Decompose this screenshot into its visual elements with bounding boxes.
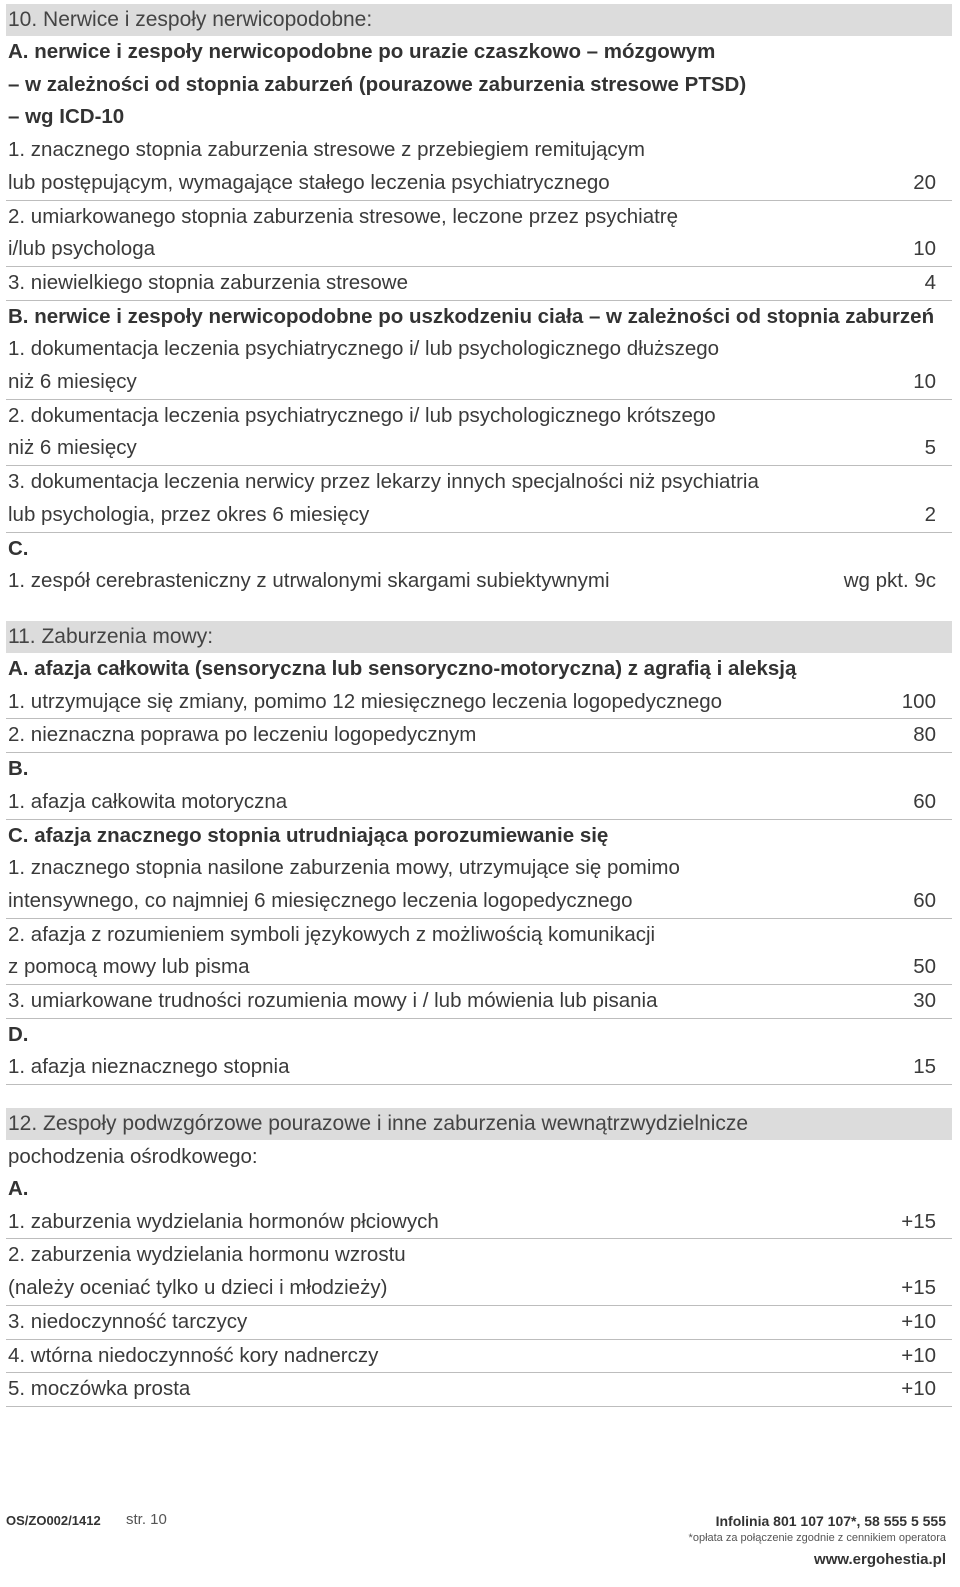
item-text-line: 1. dokumentacja leczenia psychiatrycznego i/ lub psychologicznego dłuższego — [8, 337, 720, 361]
item-value: 10 — [913, 237, 936, 261]
item-text — [8, 565, 952, 598]
item-text-line: niż 6 miesięcy — [8, 370, 137, 394]
list-item — [6, 686, 952, 720]
item-value: 60 — [913, 888, 936, 912]
list-item — [6, 533, 952, 566]
section-10-rows — [6, 36, 952, 598]
item-value: +15 — [901, 1209, 936, 1233]
item-value: 50 — [913, 955, 936, 979]
page-footer — [0, 1505, 960, 1587]
item-text-line: B. nerwice i zespoły nerwicopodobne po uszkodzeniu ciała – w zależności od stopnia zaburzeń — [8, 304, 935, 328]
list-item — [6, 1173, 952, 1206]
section-10-title: 10. Nerwice i zespoły nerwicopodobne: — [6, 4, 952, 36]
item-text — [8, 400, 952, 465]
section-12 — [6, 1108, 952, 1407]
document-code: OS/ZO002/1412 — [6, 1513, 101, 1528]
list-item — [6, 985, 952, 1019]
item-text — [8, 1239, 952, 1304]
item-text-line: intensywnego, co najmniej 6 miesięcznego leczenia logopedycznego — [8, 888, 633, 912]
section-10 — [6, 4, 952, 598]
item-text-line: A. nerwice i zespoły nerwicopodobne po urazie czaszkowo – mózgowym — [8, 40, 716, 63]
list-item — [6, 1306, 952, 1340]
item-value: 15 — [913, 1055, 936, 1079]
item-value: 2 — [924, 502, 936, 526]
list-item — [6, 1051, 952, 1085]
item-text-line: lub psychologia, przez okres 6 miesięcy — [8, 502, 370, 526]
item-value: 30 — [913, 989, 936, 1013]
list-item — [6, 400, 952, 466]
hotline-info: Infolinia 801 107 107*, 58 555 5 555 — [715, 1513, 946, 1529]
item-text-line: 3. umiarkowane trudności rozumienia mowy i / lub mówienia lub pisania — [8, 989, 658, 1013]
list-item — [6, 267, 952, 301]
item-text — [8, 1340, 952, 1373]
item-value: +10 — [901, 1309, 936, 1333]
item-text-line: z pomocą mowy lub pisma — [8, 955, 250, 979]
item-text-line: C. afazja znacznego stopnia utrudniająca porozumiewanie się — [8, 823, 609, 847]
item-value: 5 — [924, 436, 936, 460]
section-11-title: 11. Zaburzenia mowy: — [6, 621, 952, 653]
item-text-line: 4. wtórna niedoczynność kory nadnerczy — [8, 1343, 379, 1367]
item-value: +10 — [901, 1343, 936, 1367]
item-text — [8, 36, 952, 134]
item-text-line: 1. zespół cerebrasteniczny z utrwalonymi skargami subiektywnymi — [8, 569, 610, 593]
item-text — [8, 686, 952, 719]
list-item — [6, 201, 952, 267]
item-text-line: 1. afazja nieznacznego stopnia — [8, 1055, 290, 1079]
list-item — [6, 786, 952, 820]
item-text — [8, 201, 952, 266]
item-text-line: 3. niedoczynność tarczycy — [8, 1309, 248, 1333]
item-text — [8, 1306, 952, 1339]
list-item — [6, 719, 952, 753]
item-value: wg pkt. 9c — [843, 569, 936, 593]
item-text-line: 2. nieznaczna poprawa po leczeniu logopedycznym — [8, 723, 477, 747]
item-text — [8, 1173, 952, 1206]
item-value: 80 — [913, 723, 936, 747]
item-text-line: niż 6 miesięcy — [8, 436, 137, 460]
list-item — [6, 753, 952, 786]
item-text-line: 1. znacznego stopnia nasilone zaburzenia mowy, utrzymujące się pomimo — [8, 856, 680, 880]
item-text — [8, 1051, 952, 1084]
item-text-line: 5. moczówka prosta — [8, 1377, 191, 1401]
item-text-line: 3. niewielkiego stopnia zaburzenia stresowe — [8, 270, 408, 294]
item-text — [8, 653, 952, 686]
item-text — [8, 985, 952, 1018]
hotline-note: *opłata za połączenie zgodnie z cennikiem operatora — [688, 1532, 946, 1544]
website-link[interactable]: www.ergohestia.pl — [814, 1551, 946, 1568]
item-text-line: D. — [8, 1022, 29, 1046]
section-12-rows — [6, 1173, 952, 1407]
list-item — [6, 919, 952, 985]
item-value: 4 — [924, 270, 936, 294]
list-item — [6, 466, 952, 532]
list-item — [6, 653, 952, 686]
section-11-rows — [6, 653, 952, 1085]
item-value: 60 — [913, 789, 936, 813]
item-text-line: – w zależności od stopnia zaburzeń (pourazowe zaburzenia stresowe PTSD) — [8, 72, 747, 96]
item-text — [8, 267, 952, 300]
page-number: str. 10 — [126, 1511, 167, 1528]
list-item — [6, 565, 952, 598]
item-text — [8, 333, 952, 398]
item-text — [8, 1373, 952, 1406]
list-item — [6, 1239, 952, 1305]
list-item — [6, 301, 952, 334]
item-text — [8, 753, 952, 786]
item-text — [8, 786, 952, 819]
item-text-line: 2. zaburzenia wydzielania hormonu wzrostu — [8, 1243, 406, 1267]
item-text-line: 3. dokumentacja leczenia nerwicy przez lekarzy innych specjalności niż psychiatria — [8, 470, 759, 494]
list-item — [6, 820, 952, 853]
list-item — [6, 333, 952, 399]
list-item — [6, 852, 952, 918]
list-item — [6, 1340, 952, 1374]
item-text — [8, 820, 952, 853]
item-text-line: lub postępującym, wymagające stałego leczenia psychiatrycznego — [8, 170, 610, 194]
item-value: 20 — [913, 170, 936, 194]
item-value: 10 — [913, 370, 936, 394]
list-item — [6, 1206, 952, 1240]
item-text-line: 2. umiarkowanego stopnia zaburzenia stresowe, leczone przez psychiatrę — [8, 204, 679, 228]
list-item — [6, 1373, 952, 1407]
item-value: +10 — [901, 1377, 936, 1401]
list-item — [6, 1019, 952, 1052]
item-text-line: 1. afazja całkowita motoryczna — [8, 789, 288, 813]
item-text-line: – wg ICD-10 — [8, 105, 125, 129]
item-text-line: B. — [8, 757, 29, 781]
item-text — [8, 134, 952, 199]
list-item — [6, 36, 952, 134]
item-text — [8, 1206, 952, 1239]
item-text-line: 1. zaburzenia wydzielania hormonów płciowych — [8, 1209, 439, 1233]
item-value: 100 — [901, 689, 936, 713]
item-text-line: i/lub psychologa — [8, 237, 156, 261]
item-text-line: 2. afazja z rozumieniem symboli językowych z możliwością komunikacji — [8, 922, 656, 946]
item-value: +15 — [901, 1276, 936, 1300]
item-text-line: A. afazja całkowita (sensoryczna lub sensoryczno-motoryczna) z agrafią i aleksją — [8, 657, 797, 680]
section-11 — [6, 621, 952, 1085]
item-text-line: 1. utrzymujące się zmiany, pomimo 12 miesięcznego leczenia logopedycznego — [8, 689, 723, 713]
section-12-title-continued: pochodzenia ośrodkowego: — [8, 1145, 258, 1168]
item-text — [8, 301, 952, 334]
item-text-line: 1. znacznego stopnia zaburzenia stresowe z przebiegiem remitującym — [8, 138, 645, 162]
item-text — [8, 719, 952, 752]
item-text — [8, 466, 952, 531]
section-12-title: 12. Zespoły podwzgórzowe pourazowe i inne zaburzenia wewnątrzwydzielnicze — [6, 1108, 952, 1140]
item-text-line: C. — [8, 536, 29, 560]
item-text — [8, 919, 952, 984]
item-text — [8, 852, 952, 917]
item-text-line: 2. dokumentacja leczenia psychiatrycznego i/ lub psychologicznego krótszego — [8, 403, 716, 427]
item-text — [8, 533, 952, 566]
item-text — [8, 1019, 952, 1052]
item-text-line: A. — [8, 1177, 29, 1200]
item-text-line: (należy oceniać tylko u dzieci i młodzieży) — [8, 1276, 388, 1300]
list-item — [6, 134, 952, 200]
